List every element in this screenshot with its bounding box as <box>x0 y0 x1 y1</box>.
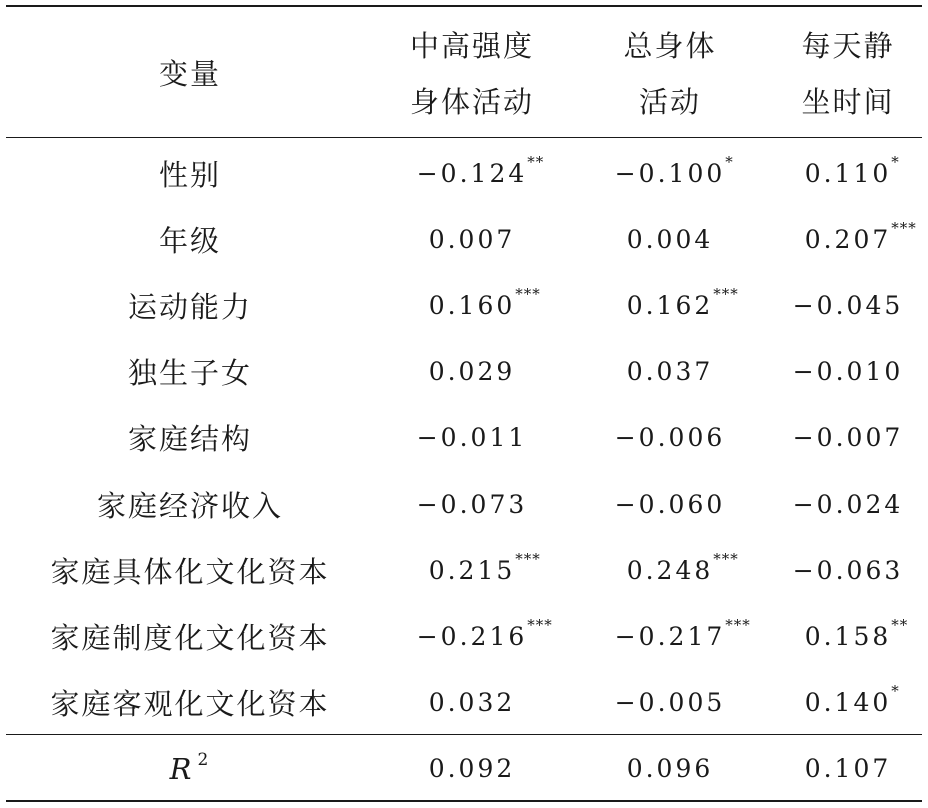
cell-value-wrap <box>429 225 516 254</box>
table-cell <box>572 339 768 405</box>
table-cell <box>372 603 572 669</box>
cell-value-wrap <box>793 490 904 519</box>
significance-marker: * <box>891 152 900 171</box>
table-cell <box>372 339 572 405</box>
cell-value-wrap <box>416 152 545 188</box>
table-cell <box>372 735 572 801</box>
row-label: 家庭客观化文化资本 <box>50 687 330 722</box>
cell-value-wrap <box>614 152 734 188</box>
table-row <box>0 272 928 338</box>
cell-value: 0.007 <box>428 224 516 254</box>
table-cell <box>768 272 928 338</box>
cell-value-wrap <box>615 490 726 519</box>
header-rule <box>6 137 922 138</box>
table-cell <box>768 735 928 801</box>
cell-value: 0.158 <box>804 621 892 651</box>
significance-marker: *** <box>515 549 541 568</box>
table-row <box>0 537 928 603</box>
cell-value-wrap <box>429 357 516 386</box>
cell-value-wrap <box>428 284 541 320</box>
cell-value-wrap <box>793 357 904 386</box>
cell-value: −0.060 <box>614 489 726 519</box>
table-row <box>0 670 928 736</box>
cell-value-wrap <box>804 682 900 718</box>
table-row <box>0 603 928 669</box>
table-cell <box>372 405 572 471</box>
table-cell <box>768 206 928 272</box>
header-line: 变量 <box>158 57 221 91</box>
header-mvpa <box>372 18 572 130</box>
cell-value-wrap <box>804 615 909 651</box>
header-line: 总身体 <box>623 29 717 63</box>
cell-value: −0.045 <box>792 290 904 320</box>
cell-value: 0.037 <box>626 357 714 387</box>
table-cell <box>572 735 768 801</box>
table-cell <box>372 272 572 338</box>
table-cell <box>768 471 928 537</box>
table-cell <box>768 140 928 206</box>
table-row-r2 <box>0 735 928 801</box>
cell-value: 0.207 <box>804 224 892 254</box>
cell-value-wrap <box>614 615 751 651</box>
table-cell <box>572 471 768 537</box>
header-variable <box>20 18 360 130</box>
cell-value: −0.011 <box>416 423 528 453</box>
r2-label <box>170 750 211 786</box>
header-line: 中高强度 <box>409 29 534 63</box>
header-line: 坐时间 <box>801 85 895 119</box>
row-label <box>20 735 360 801</box>
table-row <box>0 471 928 537</box>
cell-value: 0.160 <box>428 290 516 320</box>
row-label: 家庭结构 <box>127 422 252 457</box>
header-line: 活动 <box>638 85 701 119</box>
cell-value: 0.140 <box>804 688 892 718</box>
cell-value-wrap <box>416 615 553 651</box>
header-total-pa <box>572 18 768 130</box>
significance-marker: *** <box>527 615 553 634</box>
cell-value-wrap <box>793 556 904 585</box>
significance-marker: * <box>891 682 900 701</box>
table-cell <box>372 537 572 603</box>
table-cell <box>372 670 572 736</box>
row-label: 年级 <box>158 223 221 258</box>
cell-value-wrap <box>626 284 739 320</box>
header-sedentary <box>768 18 928 130</box>
row-label: 运动能力 <box>127 289 252 324</box>
cell-value-wrap <box>417 423 528 452</box>
cell-value: −0.063 <box>792 555 904 585</box>
cell-value: −0.006 <box>614 423 726 453</box>
cell-value-wrap <box>615 423 726 452</box>
table-row <box>0 206 928 272</box>
cell-value-wrap <box>428 549 541 585</box>
significance-marker: *** <box>713 549 739 568</box>
cell-value: −0.010 <box>792 357 904 387</box>
significance-marker: *** <box>725 615 751 634</box>
table-row <box>0 405 928 471</box>
table-cell <box>572 603 768 669</box>
table-cell <box>768 603 928 669</box>
row-label: 家庭经济收入 <box>96 488 283 523</box>
cell-value: 0.029 <box>428 357 516 387</box>
table-cell <box>768 537 928 603</box>
cell-value-wrap <box>615 688 726 717</box>
cell-value: −0.217 <box>614 621 726 651</box>
row-label: 家庭制度化文化资本 <box>50 620 330 655</box>
row-label: 性别 <box>158 157 221 192</box>
cell-value-wrap <box>793 423 904 452</box>
cell-value: −0.073 <box>416 489 528 519</box>
table-row <box>0 140 928 206</box>
cell-value: 0.110 <box>804 158 892 188</box>
cell-value: 0.092 <box>428 753 516 783</box>
cell-value-wrap <box>626 549 739 585</box>
cell-value-wrap <box>429 688 516 717</box>
header-line: 身体活动 <box>409 85 534 119</box>
cell-value: −0.024 <box>792 489 904 519</box>
table-cell <box>372 140 572 206</box>
table-cell <box>372 206 572 272</box>
table-row <box>0 339 928 405</box>
cell-value: 0.032 <box>428 688 516 718</box>
row-label: 独生子女 <box>127 356 252 391</box>
row-label: 家庭具体化文化资本 <box>50 554 330 589</box>
table-cell <box>572 140 768 206</box>
cell-value: −0.005 <box>614 688 726 718</box>
significance-marker: ** <box>527 152 545 171</box>
cell-value-wrap <box>627 357 714 386</box>
table-cell <box>572 537 768 603</box>
table-cell <box>372 471 572 537</box>
cell-value-wrap <box>804 152 900 188</box>
significance-marker: * <box>725 152 734 171</box>
cell-value: −0.007 <box>792 423 904 453</box>
header-line: 每天静 <box>801 29 895 63</box>
cell-value: −0.216 <box>416 621 528 651</box>
r2-label-sup: 2 <box>197 750 211 770</box>
cell-value: 0.215 <box>428 555 516 585</box>
table-cell <box>572 272 768 338</box>
significance-marker: *** <box>515 284 541 303</box>
cell-value-wrap <box>627 225 714 254</box>
bottom-rule <box>6 800 922 802</box>
cell-value: 0.248 <box>626 555 714 585</box>
top-rule <box>6 5 922 7</box>
cell-value: 0.107 <box>804 753 892 783</box>
cell-value: 0.096 <box>626 753 714 783</box>
cell-value-wrap <box>804 218 917 254</box>
significance-marker: *** <box>891 218 917 237</box>
cell-value-wrap <box>417 490 528 519</box>
cell-value: −0.100 <box>614 158 726 188</box>
table-cell <box>768 405 928 471</box>
cell-value: 0.162 <box>626 290 714 320</box>
table-cell <box>572 206 768 272</box>
cell-value: 0.004 <box>626 224 714 254</box>
table-cell <box>768 339 928 405</box>
r2-label-text: R <box>169 752 194 786</box>
cell-value: −0.124 <box>416 158 528 188</box>
table-cell <box>572 670 768 736</box>
significance-marker: *** <box>713 284 739 303</box>
cell-value-wrap <box>793 291 904 320</box>
significance-marker: ** <box>891 615 909 634</box>
table-cell <box>768 670 928 736</box>
table-cell <box>572 405 768 471</box>
